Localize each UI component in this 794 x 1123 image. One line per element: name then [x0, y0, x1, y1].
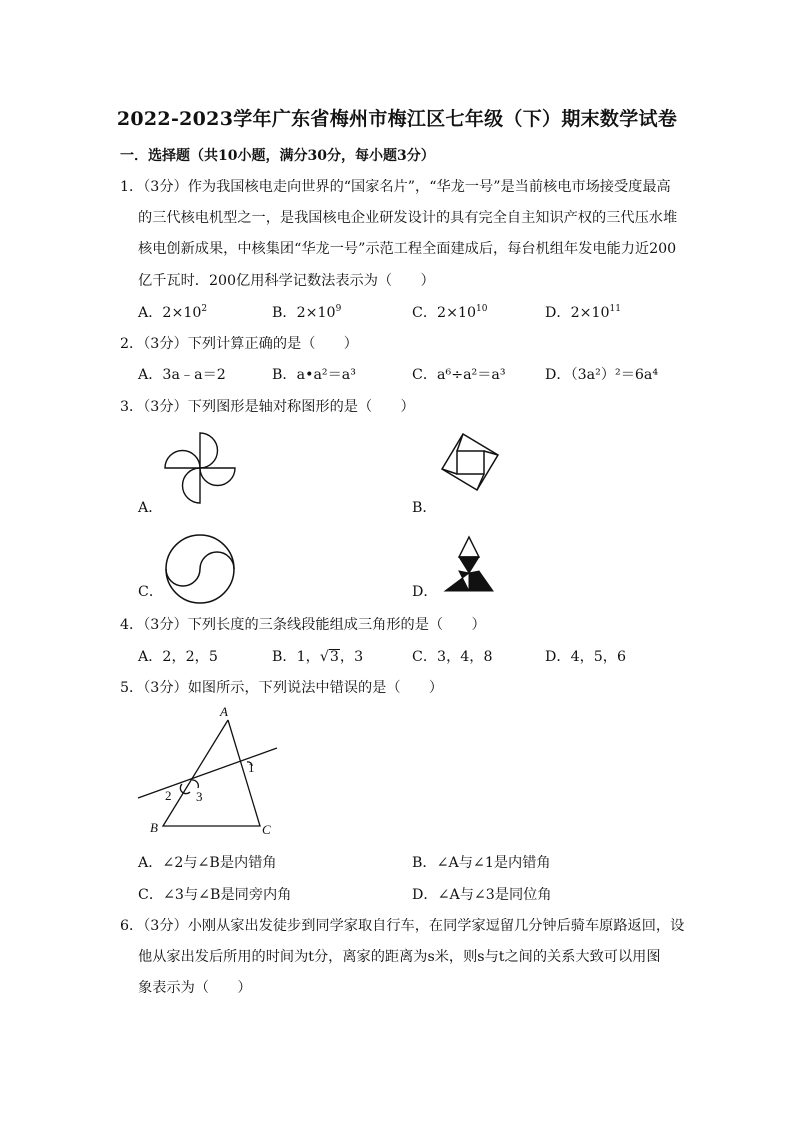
angle-1-label: 1 — [248, 760, 255, 775]
triangle-transversal-figure — [130, 700, 290, 840]
q1-line-3: 核电创新成果，中核集团“华龙一号”示范工程全面建成后，每台机组年发电能力近200 — [138, 241, 677, 257]
pinwheel-blade-right — [200, 468, 235, 485]
q1-option-b[interactable]: B．$2\times 10^9$ — [272, 304, 342, 321]
vertex-b-label: B — [150, 820, 158, 835]
outer-rotated-square — [442, 434, 498, 490]
q2-option-d[interactable]: D．（3a²）²＝6a⁴ — [545, 367, 659, 383]
q1-option-c[interactable]: C．$2\times 10^{10}$ — [412, 304, 488, 321]
top-triangle — [459, 537, 479, 557]
s-curve — [166, 552, 234, 586]
angle-3-label: 3 — [196, 789, 203, 804]
vertex-c-label: C — [262, 822, 271, 837]
triangle-abc — [163, 720, 260, 826]
three-triangles-figure — [442, 535, 496, 593]
transversal-line — [138, 748, 277, 798]
square-figure — [440, 432, 502, 494]
q3-option-c[interactable]: C． — [138, 584, 164, 600]
page-title: 2022-2023学年广东省梅州市梅江区七年级（下）期末数学试卷 — [116, 108, 678, 130]
q5-option-a[interactable]: A．∠2与∠B是内错角 — [138, 855, 277, 871]
q2-option-b[interactable]: B．a•a²＝a³ — [272, 367, 356, 383]
q5-option-b[interactable]: B．∠A与∠1是内错角 — [412, 855, 551, 871]
pinwheel-blade-bottom — [183, 468, 200, 503]
right-triangle — [469, 571, 493, 591]
vertex-a-label: A — [220, 704, 228, 719]
angle-3-arc — [192, 780, 198, 788]
q3-stem: 3．（3分）下列图形是轴对称图形的是（ ） — [120, 399, 415, 415]
q5-option-c[interactable]: C．∠3与∠B是同旁内角 — [138, 887, 292, 903]
pinwheel-blade-left — [165, 451, 200, 469]
angle-2-label: 2 — [165, 788, 172, 803]
q3-option-d[interactable]: D． — [412, 584, 438, 600]
q3-option-b[interactable]: B． — [412, 500, 437, 516]
yin-yang-figure — [163, 532, 237, 606]
q2-option-a[interactable]: A．3a﹣a＝2 — [138, 367, 226, 383]
q2-stem: 2．（3分）下列计算正确的是（ ） — [120, 336, 358, 352]
q4-option-c[interactable]: C．3，4，8 — [412, 649, 493, 665]
middle-triangle — [459, 557, 479, 573]
q6-line-1: 6．（3分）小刚从家出发徒步到同学家取自行车，在同学家逗留几分钟后骑车原路返回，设 — [120, 918, 685, 934]
q1-option-a[interactable]: A．$2\times 10^2$ — [138, 304, 208, 321]
q3-option-a[interactable]: A． — [138, 500, 163, 516]
left-triangle — [445, 571, 469, 591]
section-heading: 一．选择题（共10小题，满分30分，每小题3分） — [120, 148, 435, 164]
q1-line-4: 亿千瓦时．200亿用科学记数法表示为（ ） — [138, 273, 435, 289]
q5-stem: 5．（3分）如图所示，下列说法中错误的是（ ） — [120, 680, 444, 696]
q5-option-d[interactable]: D．∠A与∠3是同位角 — [412, 887, 552, 903]
pinwheel-figure — [160, 428, 240, 508]
q2-option-c[interactable]: C．a⁶÷a²＝a³ — [412, 367, 506, 383]
q1-line-2: 的三代核电机型之一，是我国核电企业研发设计的具有完全自主知识产权的三代压水堆 — [138, 210, 678, 226]
inner-square — [457, 451, 484, 474]
q4-option-a[interactable]: A．2，2，5 — [138, 649, 218, 665]
sqrt-sign-icon: √ — [319, 649, 329, 665]
pinwheel-blade-top — [200, 433, 218, 468]
q6-line-3: 象表示为（ ） — [138, 980, 252, 996]
q1-option-d[interactable]: D．$2\times 10^{11}$ — [545, 304, 621, 321]
q4-option-b[interactable]: B．1，√3，3 — [272, 649, 364, 665]
q1-line-1: 1．（3分）作为我国核电走向世界的“国家名片”，“华龙一号”是当前核电市场接受度最高 — [120, 179, 671, 195]
q6-line-2: 他从家出发后所用的时间为t分，离家的距离为s米，则s与t之间的关系大致可以用图 — [138, 949, 661, 965]
q4-option-d[interactable]: D．4，5，6 — [545, 649, 627, 665]
q4-stem: 4．（3分）下列长度的三条线段能组成三角形的是（ ） — [120, 617, 486, 633]
